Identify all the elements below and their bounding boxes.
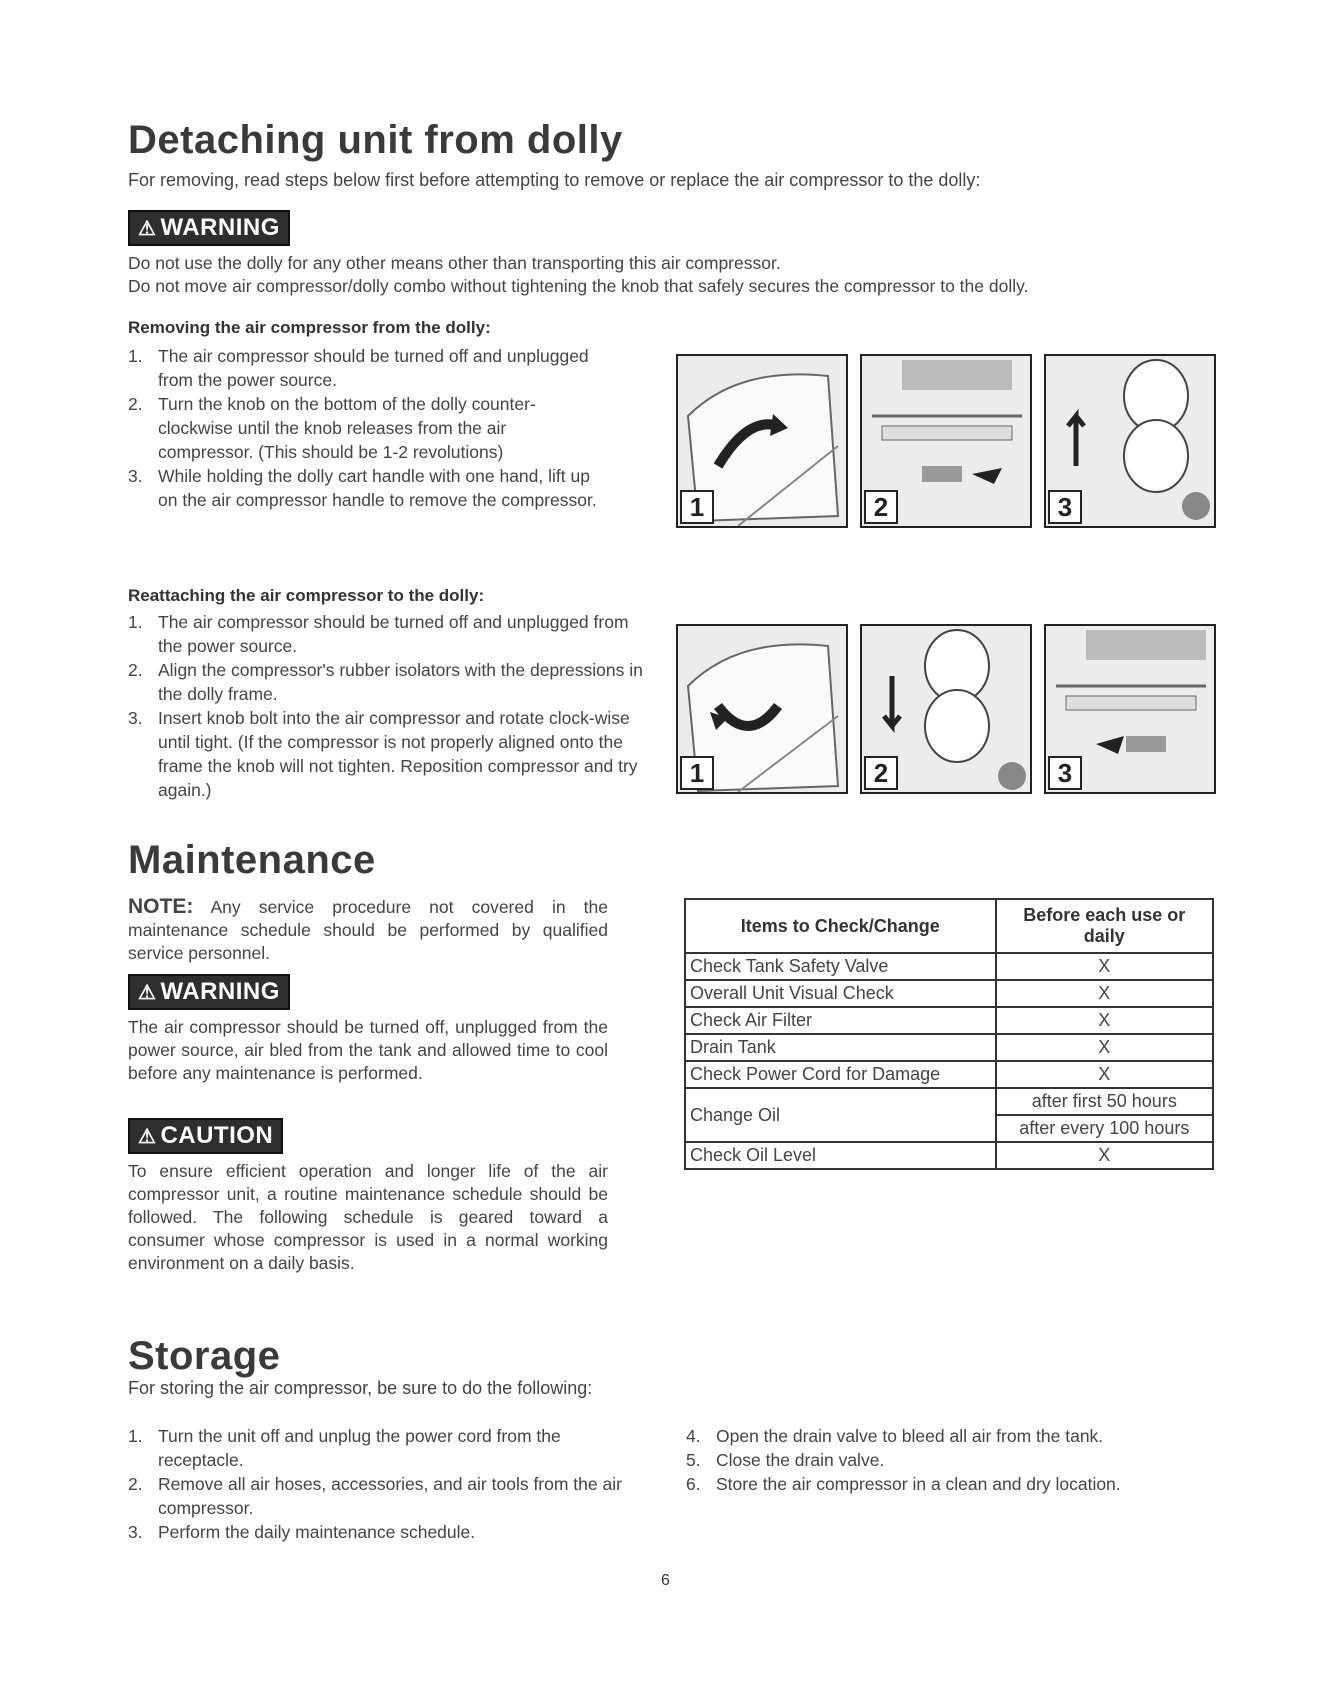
table-cell-item: Check Power Cord for Damage xyxy=(685,1061,996,1088)
list-item: 1. The air compressor should be turned off and unplugged from the power source. xyxy=(128,612,629,656)
table-cell-value: X xyxy=(996,1007,1213,1034)
caution-banner: ⚠ CAUTION xyxy=(128,1118,283,1154)
detach-warning-line-1: Do not use the dolly for any other means other than transporting this air compressor. xyxy=(128,253,781,273)
removing-figure-3 xyxy=(1044,354,1216,528)
figure-label: 3 xyxy=(1048,490,1082,524)
reattaching-figure-3 xyxy=(1044,624,1216,794)
list-item: 3. Insert knob bolt into the air compressor and rotate clock-wise until tight. (If the compressor is not properly aligned onto the frame the knob will not tighten. Reposition compressor and try again.) xyxy=(128,708,638,800)
table-header-row xyxy=(685,899,1213,953)
warning-triangle-icon: ⚠ xyxy=(138,218,157,240)
list-item: 1. Turn the unit off and unplug the power cord from the receptacle. xyxy=(128,1426,561,1470)
table-cell-item: Check Tank Safety Valve xyxy=(685,953,996,980)
table-cell-value: X xyxy=(996,1142,1213,1169)
maintenance-warning-text: The air compressor should be turned off, unplugged from the power source, air bled from the tank and allowed time to cool before any maintenance is performed. xyxy=(128,1017,608,1083)
list-item: 2. Remove all air hoses, accessories, and air tools from the air compressor. xyxy=(128,1474,622,1518)
table-cell-item: Overall Unit Visual Check xyxy=(685,980,996,1007)
table-row xyxy=(685,1088,1213,1115)
caution-triangle-icon: ⚠ xyxy=(138,1126,157,1148)
figure-label: 2 xyxy=(864,490,898,524)
removing-figure-1 xyxy=(676,354,848,528)
table-row xyxy=(685,1007,1213,1034)
list-item: 5. Close the drain valve. xyxy=(686,1450,885,1470)
figure-label: 2 xyxy=(864,756,898,790)
table-header-frequency: Before each use or daily xyxy=(996,899,1213,953)
table-cell-item: Change Oil xyxy=(685,1088,996,1142)
table-cell-value: X xyxy=(996,1034,1213,1061)
warning-banner-detach: ⚠ WARNING xyxy=(128,210,290,246)
maintenance-schedule-table xyxy=(684,898,1214,1170)
list-item: 2. Align the compressor's rubber isolators with the depressions in the dolly frame. xyxy=(128,660,643,704)
table-cell-item: Drain Tank xyxy=(685,1034,996,1061)
list-item: 3. While holding the dolly cart handle with one hand, lift up on the air compressor handle to remove the compressor. xyxy=(128,466,597,510)
figure-label: 3 xyxy=(1048,756,1082,790)
removing-figure-2 xyxy=(860,354,1032,528)
reattaching-figure-2 xyxy=(860,624,1032,794)
removing-heading: Removing the air compressor from the dolly: xyxy=(128,318,491,337)
maintenance-caution-text: To ensure efficient operation and longer life of the air compressor unit, a routine maintenance schedule should be followed. The following schedule is geared toward a consumer whose compressor is used in a normal working environment on a daily basis. xyxy=(128,1161,608,1273)
detach-warning-text xyxy=(128,252,1228,298)
note-text: Any service procedure not covered in the maintenance schedule should be performed by qualified service personnel. xyxy=(128,897,608,963)
reattaching-heading: Reattaching the air compressor to the dolly: xyxy=(128,586,485,605)
removing-steps xyxy=(128,344,598,512)
table-cell-value: after every 100 hours xyxy=(996,1115,1213,1142)
storage-steps-right xyxy=(686,1424,1246,1496)
list-item: 2. Turn the knob on the bottom of the dolly counter-clockwise until the knob releases from the air compressor. (This should be 1-2 revolutions) xyxy=(128,394,536,462)
detach-warning-line-2: Do not move air compressor/dolly combo without tightening the knob that safely secures the compressor to the dolly. xyxy=(128,276,1029,296)
list-item: 4. Open the drain valve to bleed all air from the tank. xyxy=(686,1426,1104,1446)
page-number: 6 xyxy=(661,1572,670,1589)
table-cell-item: Check Oil Level xyxy=(685,1142,996,1169)
table-cell-value: X xyxy=(996,1061,1213,1088)
list-item: 6. Store the air compressor in a clean and dry location. xyxy=(686,1474,1121,1494)
section-title-storage: Storage xyxy=(128,1334,281,1378)
section-title-maintenance: Maintenance xyxy=(128,838,376,882)
table-cell-value: after first 50 hours xyxy=(996,1088,1213,1115)
table-row xyxy=(685,1061,1213,1088)
storage-steps-left xyxy=(128,1424,638,1544)
warning-triangle-icon: ⚠ xyxy=(138,982,157,1004)
list-item: 1. The air compressor should be turned off and unplugged from the power source. xyxy=(128,346,589,390)
table-cell-value: X xyxy=(996,980,1213,1007)
note-label: NOTE: xyxy=(128,895,194,918)
list-item: 3. Perform the daily maintenance schedule. xyxy=(128,1522,476,1542)
table-row xyxy=(685,953,1213,980)
section-title-detaching: Detaching unit from dolly xyxy=(128,118,623,162)
reattaching-figure-1 xyxy=(676,624,848,794)
table-row xyxy=(685,980,1213,1007)
detach-intro: For removing, read steps below first before attempting to remove or replace the air compressor to the dolly: xyxy=(128,170,981,190)
figure-label: 1 xyxy=(680,490,714,524)
table-cell-item: Check Air Filter xyxy=(685,1007,996,1034)
table-cell-value: X xyxy=(996,953,1213,980)
warning-banner-maintenance: ⚠ WARNING xyxy=(128,974,290,1010)
storage-intro: For storing the air compressor, be sure to do the following: xyxy=(128,1378,593,1398)
reattaching-steps xyxy=(128,610,648,802)
table-row xyxy=(685,1034,1213,1061)
maintenance-note xyxy=(128,895,608,965)
figure-label: 1 xyxy=(680,756,714,790)
table-row xyxy=(685,1142,1213,1169)
table-header-items: Items to Check/Change xyxy=(685,899,996,953)
